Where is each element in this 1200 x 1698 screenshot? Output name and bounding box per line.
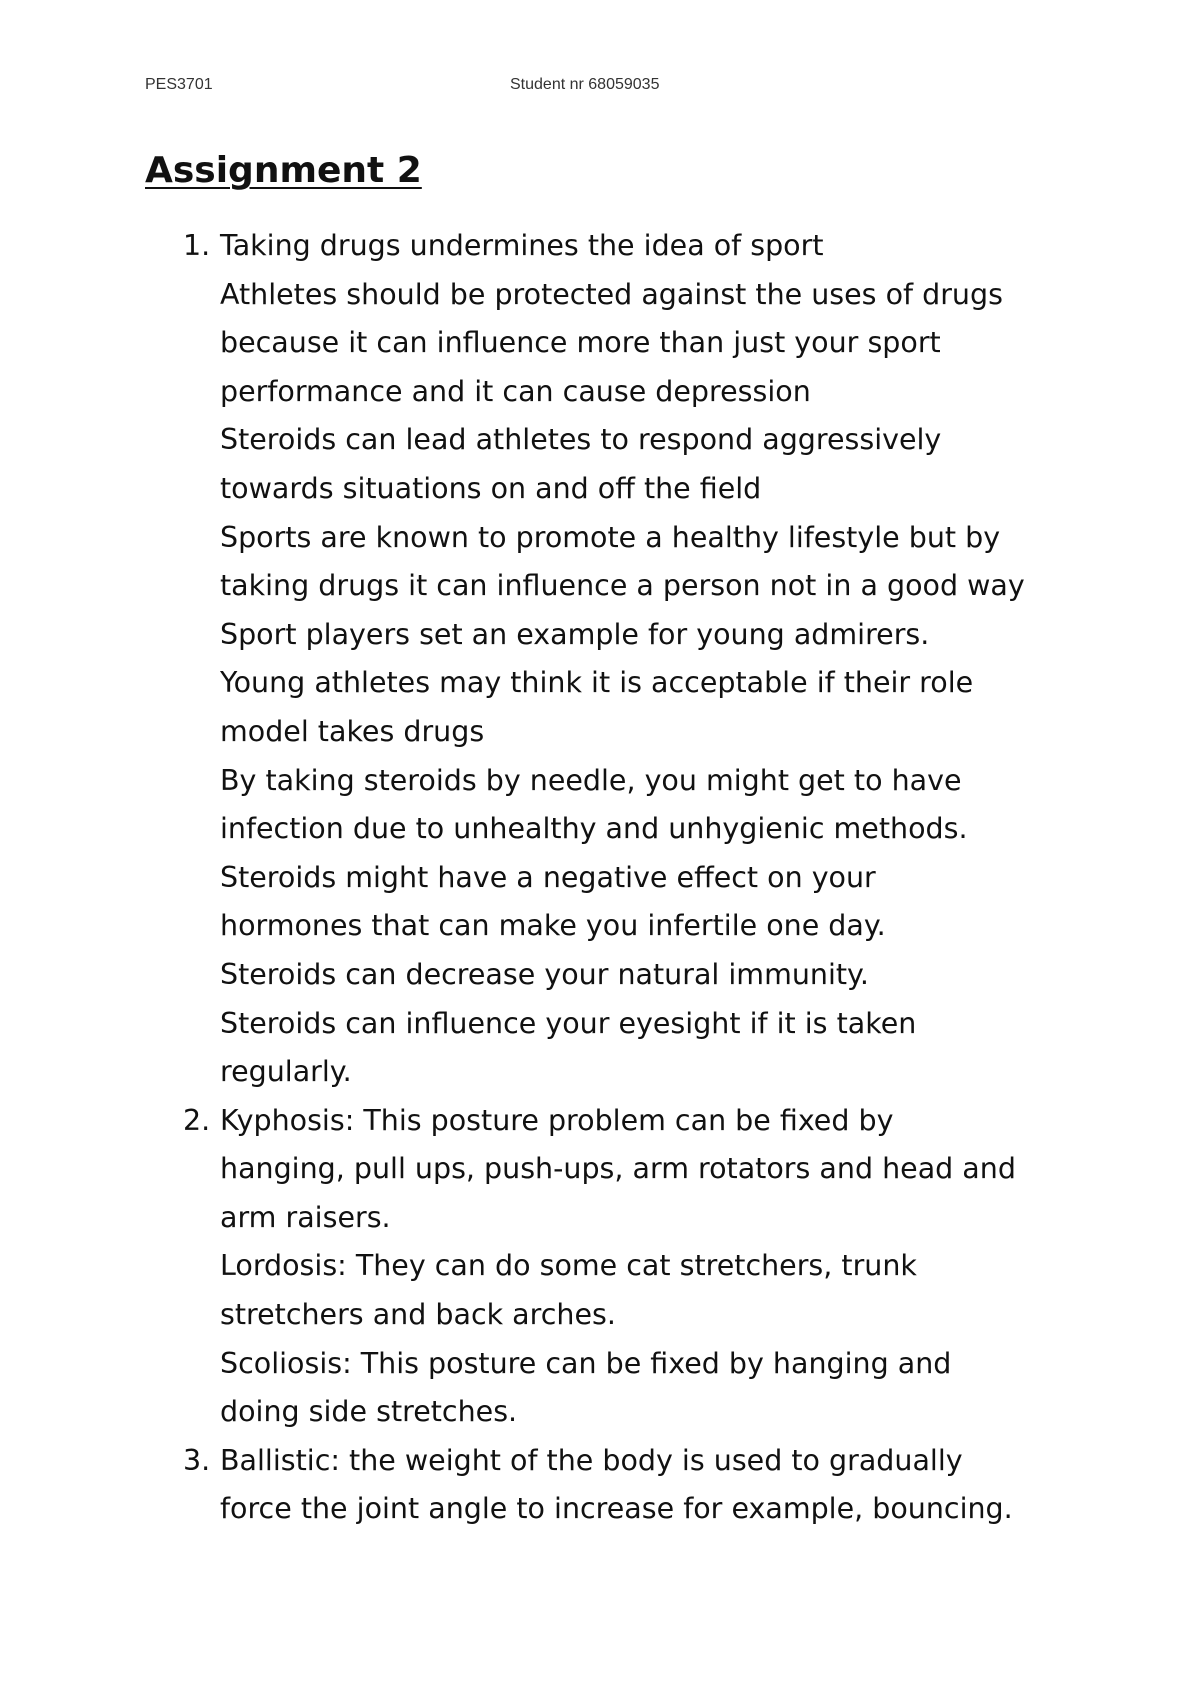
answer-number: 3. [183,1443,211,1477]
answer-line: doing side stretches. [220,1395,518,1429]
answer-item-2 [145,1097,1075,1437]
answer-line: regularly. [220,1055,352,1089]
answer-line: arm raisers. [220,1200,391,1234]
page-header [145,76,1045,100]
answer-line: stretchers and back arches. [220,1298,616,1332]
answer-line: Lordosis: They can do some cat stretchers, trunk [220,1249,917,1283]
answer-line: Taking drugs undermines the idea of sport [220,229,824,262]
answer-number: 1. [183,229,211,262]
answer-line: Steroids can lead athletes to respond aggressively [220,423,942,457]
assignment-title: Assignment 2 [145,150,422,191]
answer-item-3 [145,1437,1075,1534]
answer-item-1 [145,222,1075,1097]
answer-line: Kyphosis: This posture problem can be fixed by [220,1103,894,1137]
answer-line: hormones that can make you infertile one day. [220,909,886,943]
answer-line: force the joint angle to increase for example, bouncing. [220,1492,1013,1526]
answer-line: performance and it can cause depression [220,374,811,408]
answer-line: Ballistic: the weight of the body is used to gradually [220,1443,963,1477]
answer-line: taking drugs it can influence a person not in a good way [220,569,1025,603]
answer-line: Sport players set an example for young admirers. [220,617,930,651]
answer-line: Steroids can influence your eyesight if it is taken [220,1006,917,1040]
answer-line: because it can influence more than just your sport [220,326,941,360]
answer-line: Steroids might have a negative effect on your [220,860,876,894]
answer-line: By taking steroids by needle, you might get to have [220,763,962,797]
answer-list [145,222,1075,1534]
answer-line: towards situations on and off the field [220,471,762,505]
answer-line: model takes drugs [220,714,485,748]
student-number: Student nr 68059035 [510,76,660,93]
answer-line: Athletes should be protected against the uses of drugs [220,277,1003,311]
answer-line: infection due to unhealthy and unhygienic methods. [220,812,968,846]
course-code: PES3701 [145,76,213,93]
answer-line: hanging, pull ups, push-ups, arm rotators and head and [220,1152,1016,1186]
answer-number: 2. [183,1103,211,1137]
answer-line: Scoliosis: This posture can be fixed by hanging and [220,1346,952,1380]
answer-line: Sports are known to promote a healthy lifestyle but by [220,520,1001,554]
answer-line: Steroids can decrease your natural immunity. [220,957,869,991]
answer-line: Young athletes may think it is acceptable if their role [220,666,974,700]
